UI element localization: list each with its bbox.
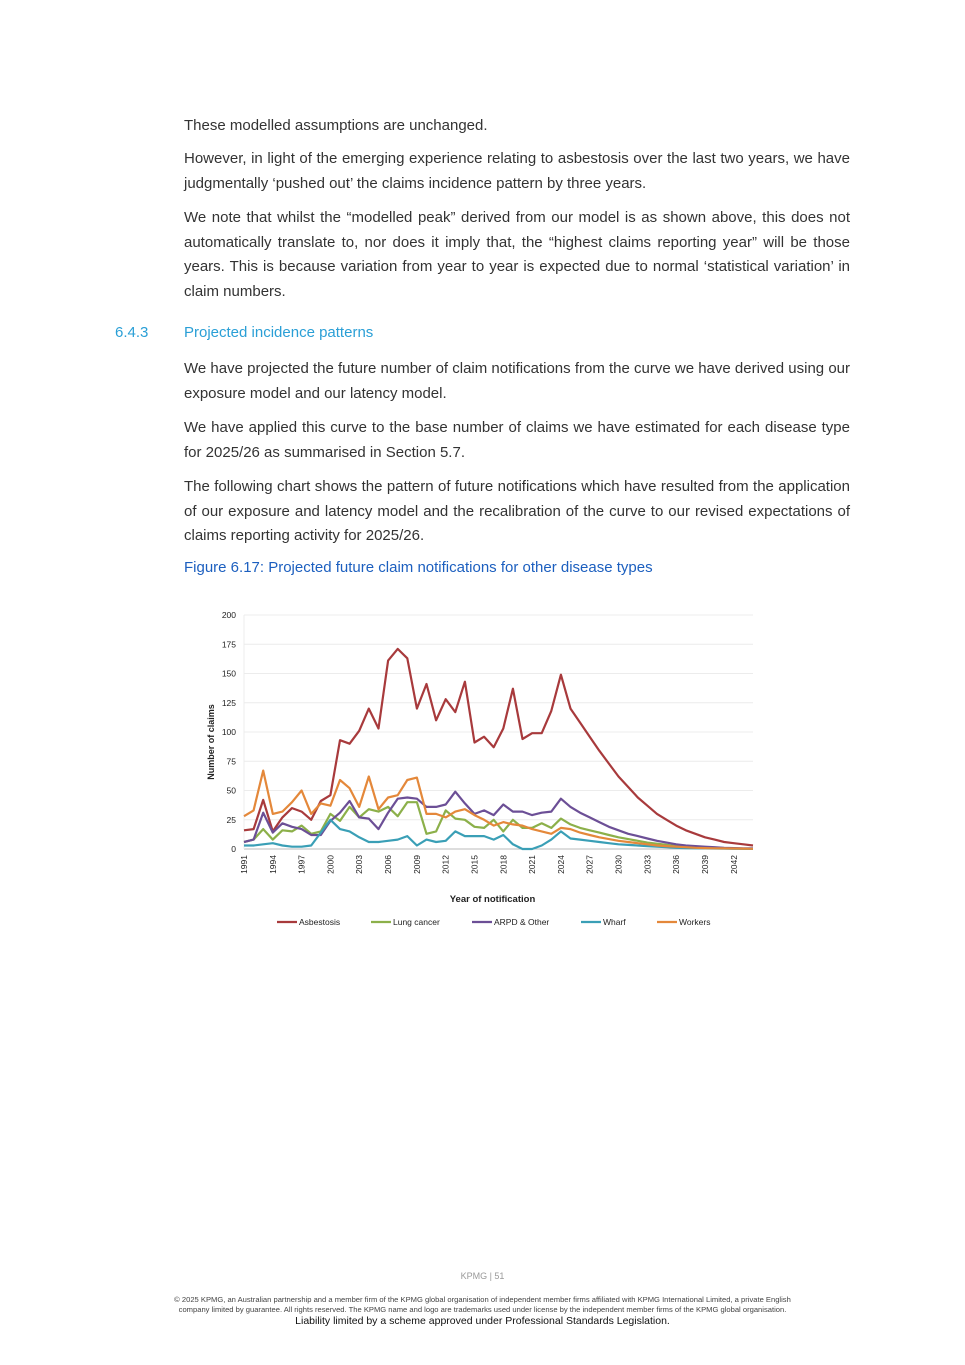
x-tick-label: 2042: [728, 855, 739, 874]
legend-label: Asbestosis: [299, 917, 341, 927]
paragraph: However, in light of the emerging experience relating to asbestosis over the last two years, we have judgmentally ‘pushed out’ the claims incidence pattern by three years.: [184, 150, 850, 192]
x-tick-label: 2012: [440, 855, 451, 874]
y-axis-title: Number of claims: [206, 704, 216, 780]
y-tick-label: 75: [226, 756, 236, 767]
y-tick-label: 200: [221, 610, 236, 620]
y-tick-label: 100: [221, 727, 236, 737]
legend-label: Wharf: [603, 917, 626, 927]
x-tick-label: 2006: [383, 855, 394, 874]
x-tick-label: 2024: [555, 855, 566, 874]
paragraph: We have projected the future number of claim notifications from the curve we have derived using our exposure model and our latency model.: [184, 360, 850, 402]
legend-label: Workers: [679, 917, 711, 927]
section-title: Projected incidence patterns: [184, 324, 374, 341]
legend-label: ARPD & Other: [494, 917, 550, 927]
section-number: 6.4.3: [115, 324, 149, 341]
paragraph: These modelled assumptions are unchanged.: [184, 117, 488, 134]
paragraph: The following chart shows the pattern of future notifications which have resulted from the application of our exposure and latency model and the recalibration of the curve to our revised expectations of claims reporting activity for 2025/26.: [184, 478, 850, 544]
x-tick-label: 1991: [239, 855, 249, 874]
x-tick-label: 2003: [354, 855, 365, 874]
x-tick-label: 2009: [411, 855, 422, 874]
x-tick-label: 1997: [296, 855, 307, 874]
x-tick-label: 2039: [699, 855, 710, 874]
y-tick-label: 125: [221, 697, 236, 708]
x-tick-label: 2021: [527, 855, 538, 874]
x-axis-title: Year of notification: [449, 894, 536, 905]
paragraph: We have applied this curve to the base number of claims we have estimated for each disease type for 2025/26 as summarised in Section 5.7.: [184, 419, 850, 461]
figure-caption: Figure 6.17: Projected future claim notifications for other disease types: [184, 559, 653, 576]
x-tick-label: 2027: [584, 855, 595, 874]
x-tick-label: 2018: [498, 855, 509, 874]
y-tick-label: 50: [226, 785, 236, 796]
legend-label: Lung cancer: [393, 917, 440, 927]
series-line-asbestosis: [244, 649, 753, 846]
x-tick-label: 2015: [469, 855, 480, 874]
page-number: KPMG | 51: [460, 1271, 505, 1281]
y-tick-label: 25: [226, 814, 236, 825]
liability-statement: Liability limited by a scheme approved under Professional Standards Legislation.: [295, 1315, 670, 1327]
y-tick-label: 0: [231, 844, 236, 854]
x-tick-label: 2033: [642, 855, 653, 874]
x-tick-label: 2000: [325, 855, 336, 874]
copyright-line-1: © 2025 KPMG, an Australian partnership and a member firm of the KPMG global organisation of independent member firms affiliated with KPMG International Limited, a private English: [174, 1295, 791, 1304]
x-tick-label: 1994: [267, 855, 278, 874]
claims-line-chart: [200, 605, 770, 940]
paragraph: We note that whilst the “modelled peak” derived from our model is as shown above, this does not automatically translate to, nor does it imply that, the “highest claims reporting year” will be those years. This is because variation from year to year is expected due to normal ‘statistical variation’ in claim numbers.: [184, 209, 850, 300]
copyright-line-2: company limited by guarantee. All rights reserved. The KPMG name and logo are trademarks used under license by the independent member firms of the KPMG global organisation.: [178, 1305, 787, 1314]
y-tick-label: 150: [221, 668, 236, 679]
y-tick-label: 175: [221, 639, 236, 650]
x-tick-label: 2030: [613, 855, 624, 874]
x-tick-label: 2036: [671, 855, 682, 874]
